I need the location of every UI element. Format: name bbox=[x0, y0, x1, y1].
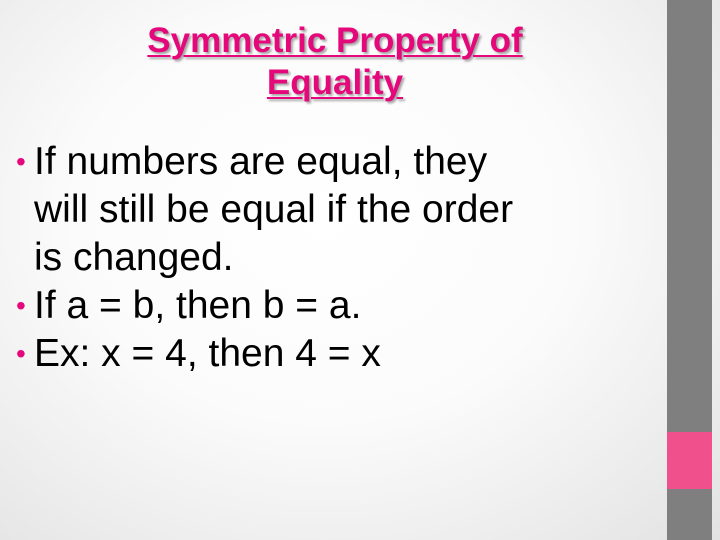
bullet-item-rule bbox=[16, 282, 656, 330]
title-line-1: Symmetric Property of bbox=[147, 21, 523, 60]
slide-title bbox=[90, 20, 580, 104]
title-line-2: Equality bbox=[266, 63, 404, 102]
bullet-item-order-change bbox=[16, 138, 656, 282]
bullet-icon: • bbox=[16, 290, 26, 321]
bullet-item-example bbox=[16, 330, 656, 378]
bullet-icon: • bbox=[16, 338, 26, 369]
accent-block bbox=[667, 432, 712, 489]
bullet-text-line-2: will still be equal if the order bbox=[34, 188, 514, 231]
bullet-text: If a = b, then b = a. bbox=[34, 284, 362, 327]
bullet-text-line-3: is changed. bbox=[34, 236, 234, 279]
bullet-list bbox=[16, 138, 656, 378]
bullet-icon: • bbox=[16, 146, 26, 177]
bullet-text: Ex: x = 4, then 4 = x bbox=[34, 332, 381, 375]
bullet-text-line-1: If numbers are equal, they bbox=[34, 140, 488, 183]
